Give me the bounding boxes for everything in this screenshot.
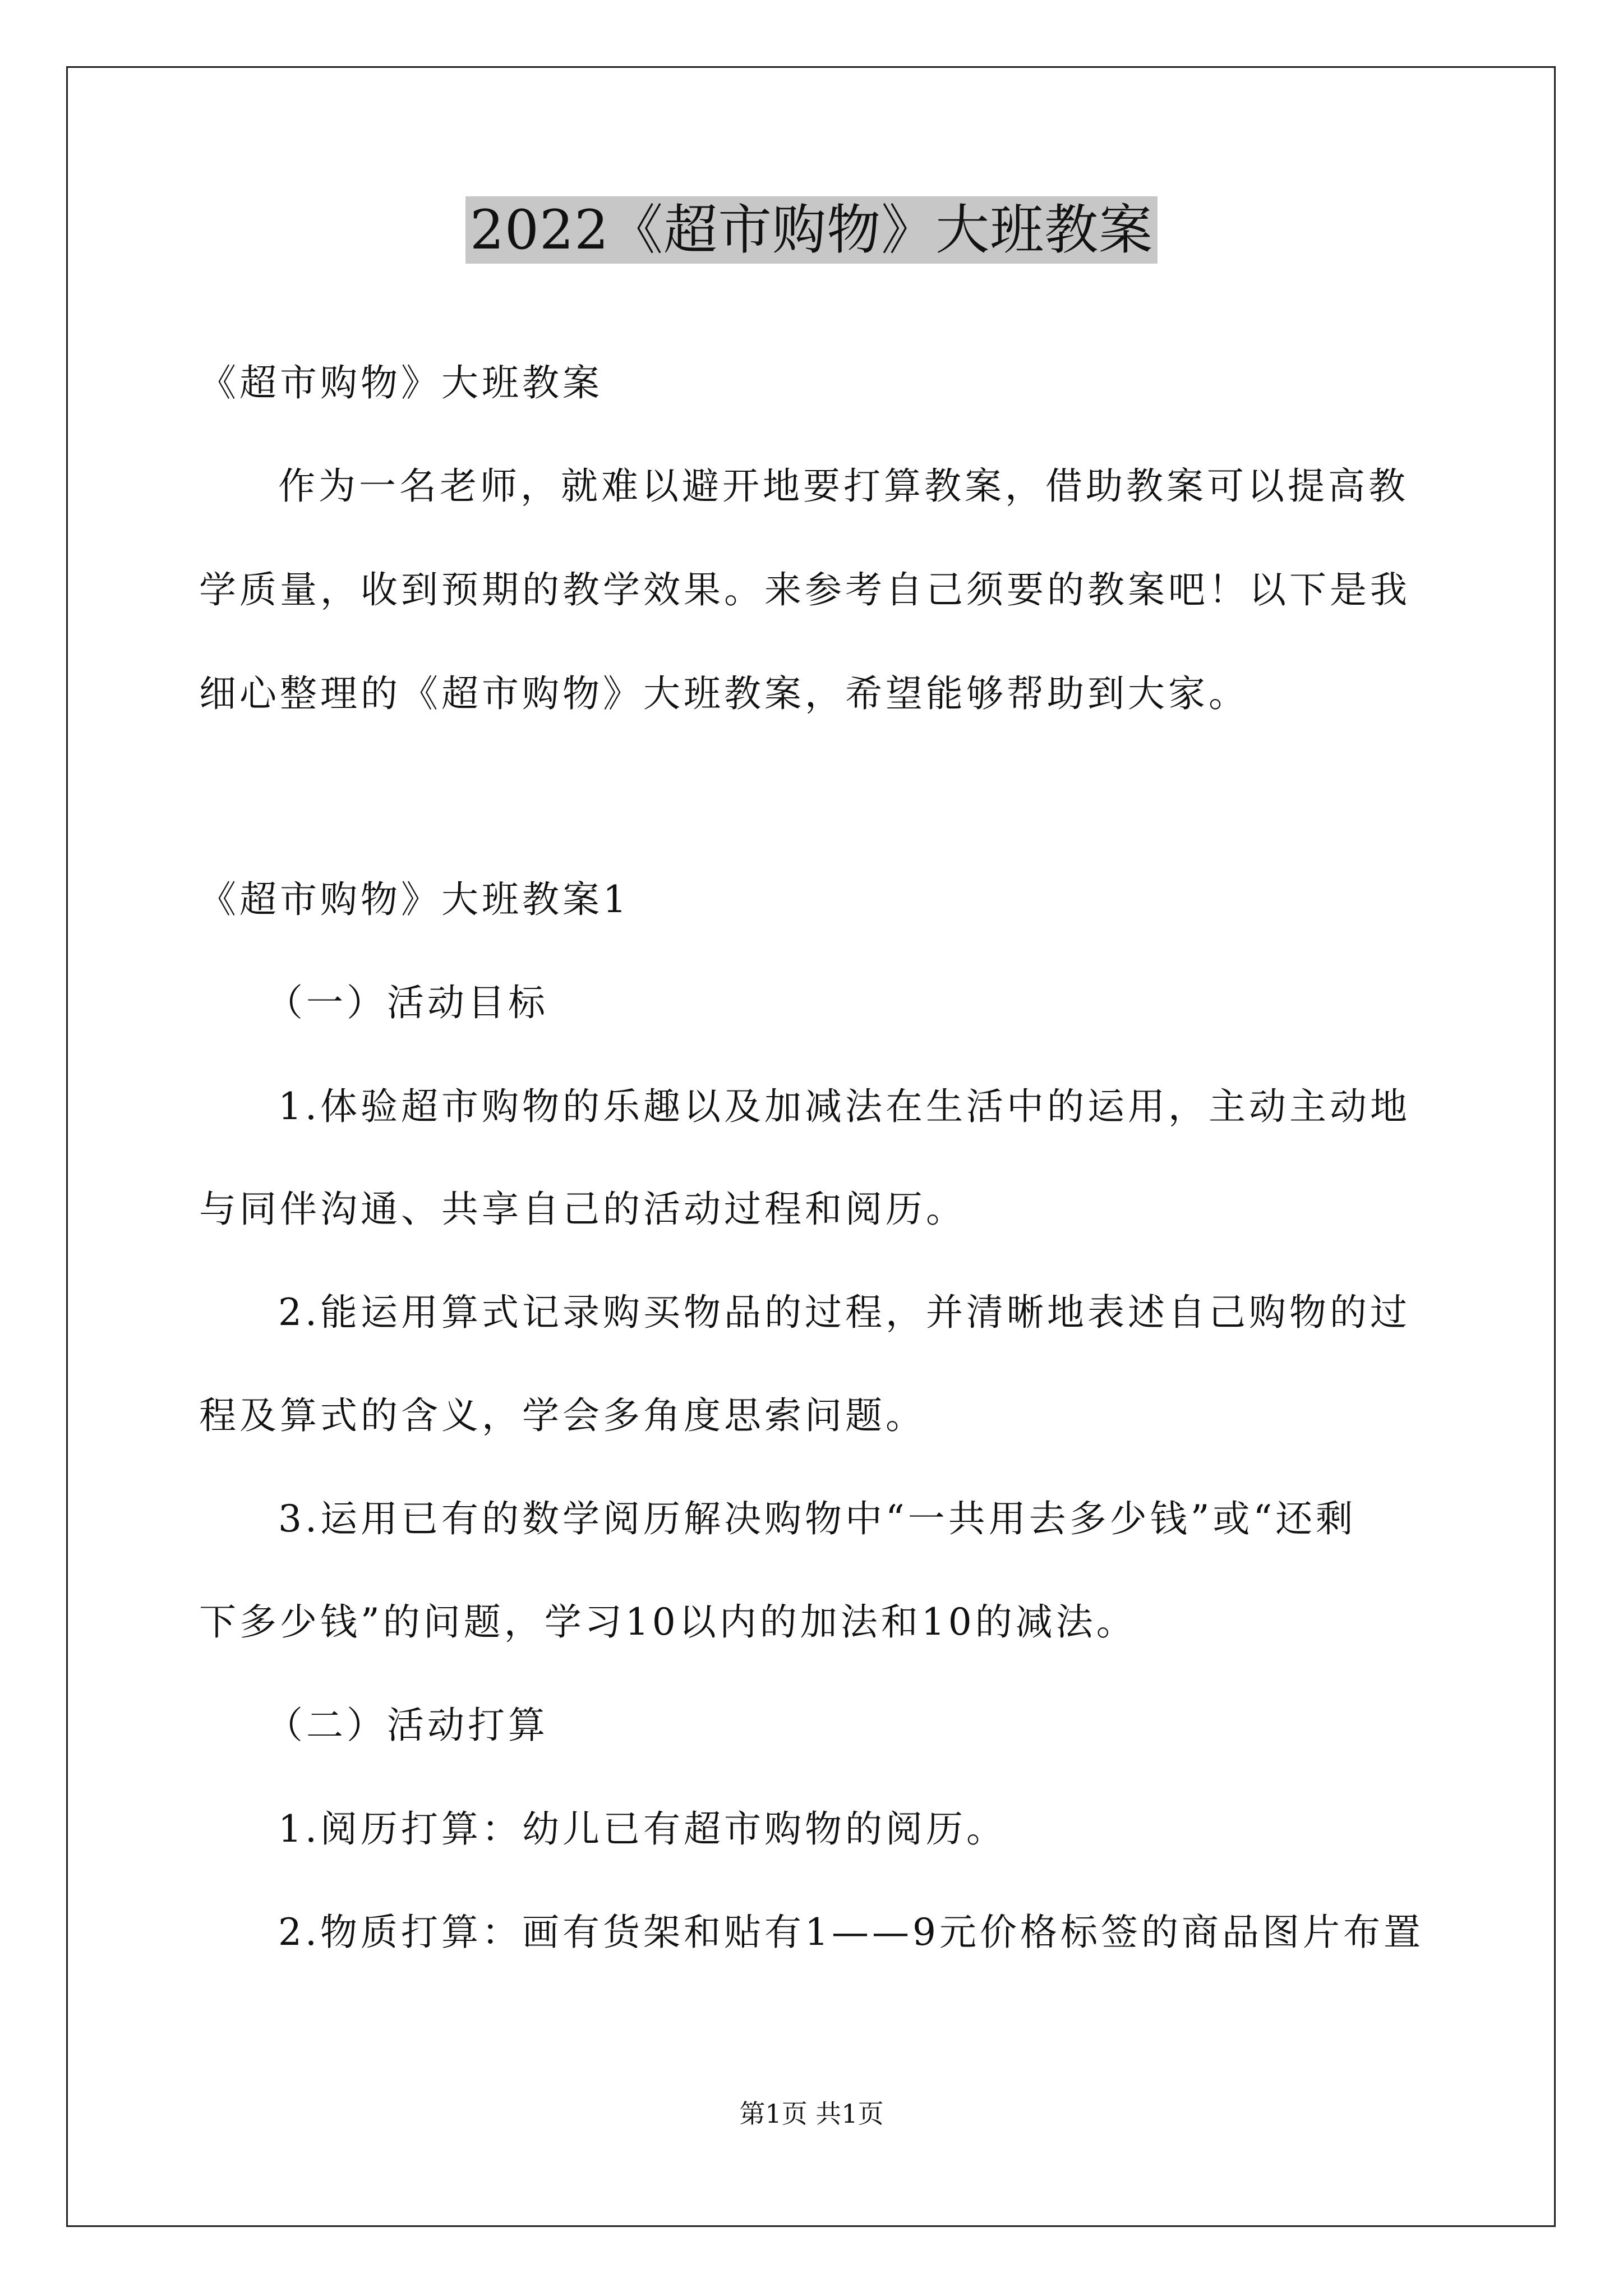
page-footer: 第1页 共1页: [739, 2099, 884, 2129]
paragraph-line: 2.能运用算式记录购买物品的过程，并清晰地表述自己购物的过: [278, 1291, 1410, 1334]
paragraph-line: 2.物质打算：画有货架和贴有1——9元价格标签的商品图片布置: [278, 1911, 1424, 1954]
document-title: [0, 194, 1623, 266]
paragraph-line: 与同伴沟通、共享自己的活动过程和阅历。: [199, 1188, 966, 1231]
paragraph-line: 1.阅历打算：幼儿已有超市购物的阅历。: [278, 1807, 1007, 1851]
subsection-heading: （二）活动打算: [266, 1704, 548, 1747]
paragraph-line: 程及算式的含义，学会多角度思索问题。: [199, 1394, 926, 1437]
subsection-heading: （一）活动目标: [266, 981, 548, 1024]
paragraph-line: 1.体验超市购物的乐趣以及加减法在生活中的运用，主动主动地: [278, 1085, 1410, 1128]
paragraph-line: 作为一名老师，就难以避开地要打算教案，借助教案可以提高教: [278, 464, 1409, 508]
paragraph-line: 下多少钱”的问题，学习10以内的加法和10的减法。: [199, 1600, 1137, 1644]
subtitle-line: 《超市购物》大班教案: [199, 361, 603, 404]
paragraph-line: 细心整理的《超市购物》大班教案，希望能够帮助到大家。: [199, 672, 1249, 715]
paragraph-line: 3.运用已有的数学阅历解决购物中“一共用去多少钱”或“还剩: [278, 1497, 1357, 1540]
paragraph-line: 学质量，收到预期的教学效果。来参考自己须要的教案吧！以下是我: [199, 568, 1410, 611]
document-title-text: 2022《超市购物》大班教案: [465, 196, 1158, 264]
section-heading: 《超市购物》大班教案1: [199, 878, 630, 921]
